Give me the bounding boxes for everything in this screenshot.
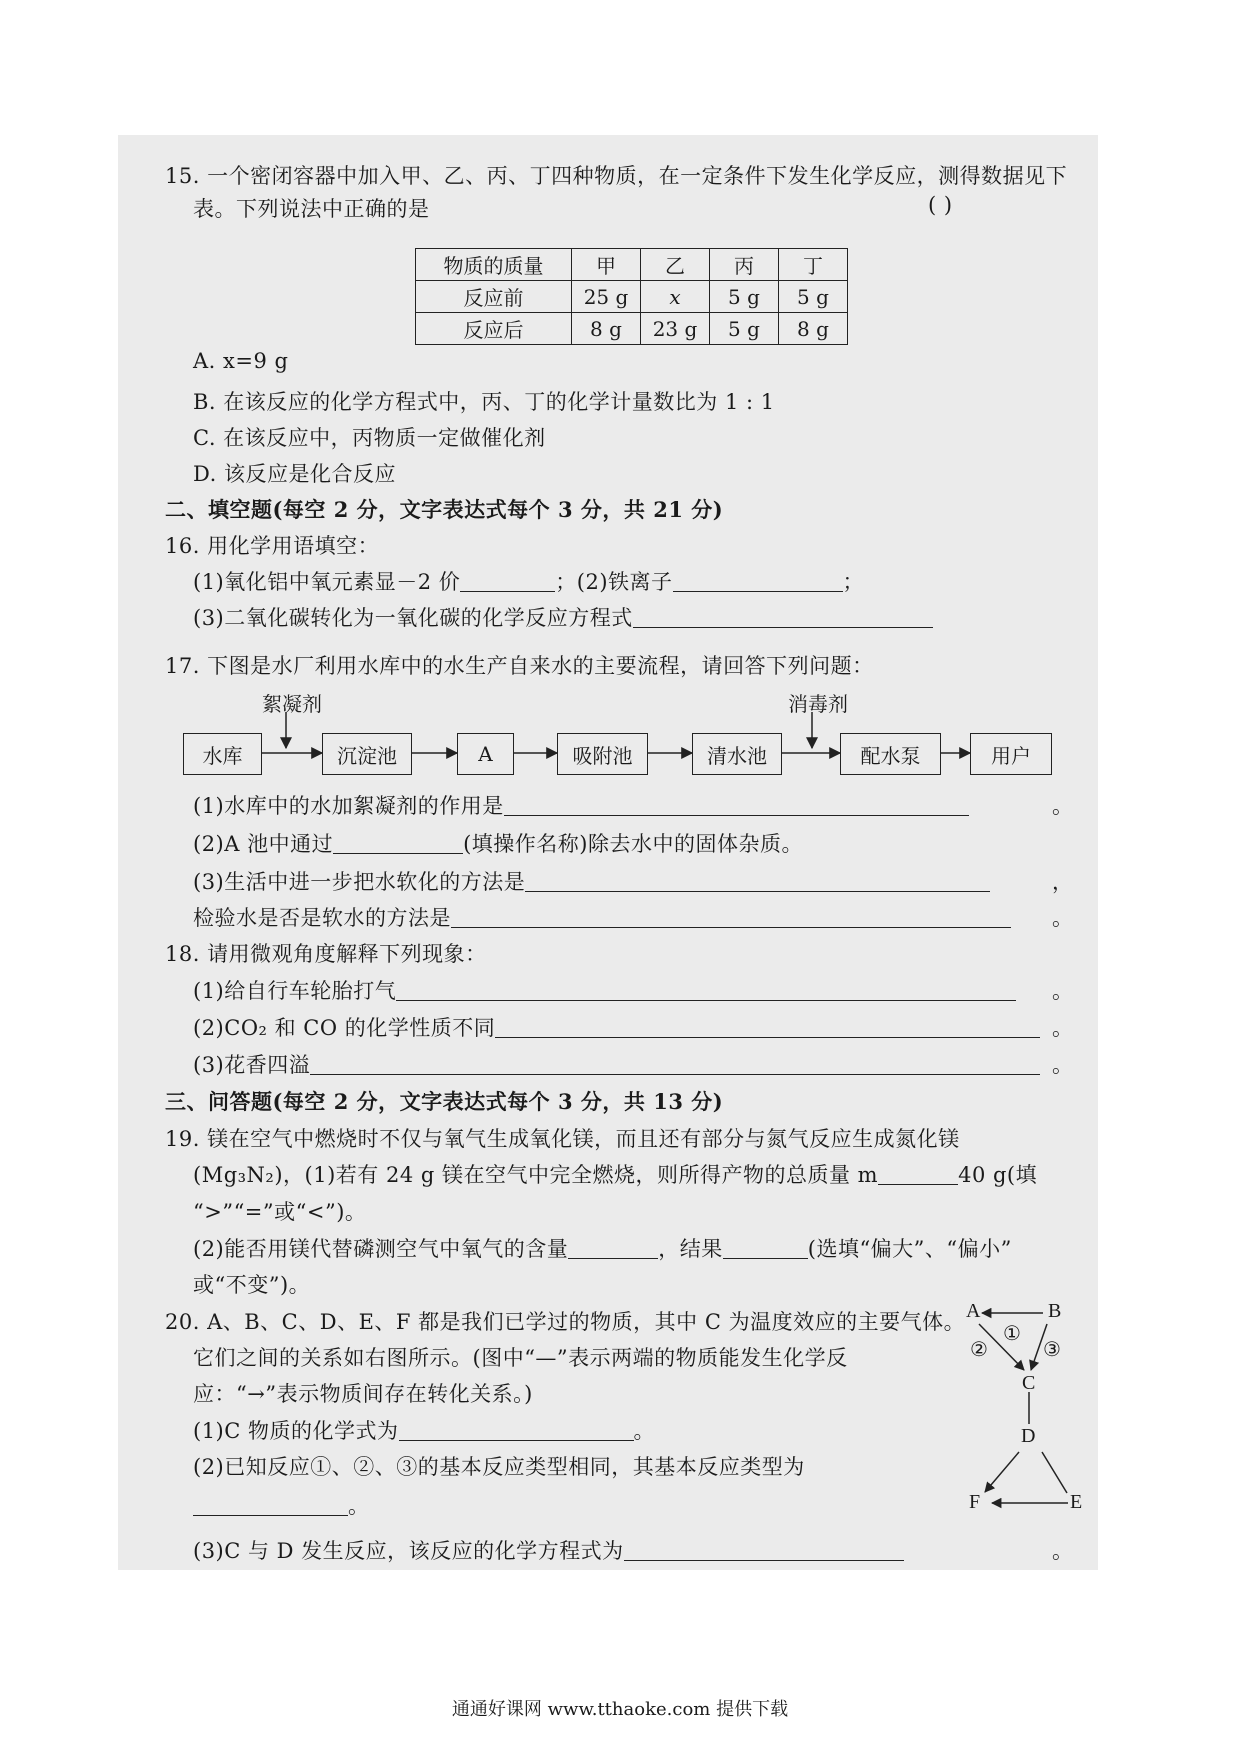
- table-cell: 5 g: [710, 281, 779, 313]
- q17-part1-text: (1)水库中的水加絮凝剂的作用是: [193, 794, 504, 818]
- q19-line2-text: (Mg₃N₂)，(1)若有 24 g 镁在空气中完全燃烧，则所得产物的总质量 m: [193, 1163, 879, 1187]
- flocculant-label: 絮凝剂: [262, 694, 322, 716]
- q15-option-b: B. 在该反应的化学方程式中，丙、丁的化学计量数比为 1 : 1: [193, 390, 775, 414]
- node-e: E: [1070, 1491, 1083, 1513]
- table-cell: 5 g: [779, 281, 848, 313]
- table-cell: 甲: [572, 249, 641, 281]
- node-f: F: [969, 1491, 981, 1513]
- q15-stem-line1: 15. 一个密闭容器中加入甲、乙、丙、丁四种物质，在一定条件下发生化学反应，测得数据见下: [165, 164, 1068, 188]
- node-d: D: [1021, 1425, 1036, 1447]
- q20-part1: (1)C 物质的化学式为 。: [193, 1419, 655, 1443]
- table-cell: 物质的质量: [416, 249, 572, 281]
- q15-answer-paren: ( ): [928, 193, 953, 217]
- table-cell: 25 g: [572, 281, 641, 313]
- q20-line3: 应：“→”表示物质间存在转化关系。): [193, 1382, 533, 1406]
- q20-part2-answer: 。: [193, 1490, 370, 1520]
- q15-stem-line2: 表。下列说法中正确的是: [193, 197, 430, 221]
- mark-3: ③: [1043, 1339, 1061, 1361]
- table-cell: x: [641, 281, 710, 313]
- footer-source: 通通好课网 www.tthaoke.com 提供下载: [451, 1699, 789, 1720]
- table-cell: 8 g: [572, 313, 641, 345]
- table-cell: 反应后: [416, 313, 572, 345]
- mark-2: ②: [970, 1339, 988, 1361]
- node-a: A: [966, 1300, 981, 1322]
- q19-line4-tail: (选填“偏大”、“偏小”: [807, 1237, 1012, 1261]
- table-cell: 8 g: [779, 313, 848, 345]
- q17-part2-tail: (填操作名称)除去水中的固体杂质。: [463, 832, 803, 856]
- q20-part2: (2)已知反应①、②、③的基本反应类型相同，其基本反应类型为: [193, 1455, 805, 1479]
- q19-line5: 或“不变”)。: [193, 1273, 311, 1297]
- node-c: C: [1022, 1372, 1036, 1394]
- table-cell: 丁: [779, 249, 848, 281]
- q16-part3-text: (3)二氧化碳转化为一氧化碳的化学反应方程式: [193, 606, 633, 630]
- q15-option-a: A. x=9 g: [193, 349, 289, 373]
- flow-box-reservoir: 水库: [183, 733, 262, 775]
- flow-box-clear-water: 清水池: [692, 733, 782, 775]
- table-cell: 23 g: [641, 313, 710, 345]
- q18-part1-text: (1)给自行车轮胎打气: [193, 979, 397, 1003]
- table-cell: 丙: [710, 249, 779, 281]
- q17-part4-text: 检验水是否是软水的方法是: [193, 906, 451, 930]
- q17-part3-text: (3)生活中进一步把水软化的方法是: [193, 870, 526, 894]
- q20-line1: 20. A、B、C、D、E、F 都是我们已学过的物质，其中 C 为温度效应的主要气体。: [165, 1310, 966, 1334]
- q19-line4-mid: ，结果: [658, 1237, 723, 1261]
- table-cell: 乙: [641, 249, 710, 281]
- table-cell: 反应前: [416, 281, 572, 313]
- q19-line3: “>”“=”或“<”)。: [193, 1200, 367, 1224]
- q17-stem: 17. 下图是水厂利用水库中的水生产自来水的主要流程，请回答下列问题：: [165, 654, 874, 678]
- q18-stem: 18. 请用微观角度解释下列现象：: [165, 942, 487, 966]
- q19-line1: 19. 镁在空气中燃烧时不仅与氧气生成氧化镁，而且还有部分与氮气反应生成氮化镁: [165, 1127, 960, 1151]
- q15-option-c: C. 在该反应中，丙物质一定做催化剂: [193, 426, 546, 450]
- q16-part2-text: ；(2)铁离子: [555, 570, 673, 594]
- disinfectant-label: 消毒剂: [788, 694, 848, 716]
- section-heading-qa: 三、问答题(每空 2 分，文字表达式每个 3 分，共 13 分): [165, 1089, 724, 1114]
- q18-part3-text: (3)花香四溢: [193, 1053, 311, 1077]
- flow-box-user: 用户: [970, 733, 1052, 775]
- flow-box-a: A: [457, 733, 514, 775]
- section-heading-fill-in: 二、填空题(每空 2 分，文字表达式每个 3 分，共 21 分): [165, 497, 724, 522]
- q19-line4-text: (2)能否用镁代替磷测空气中氧气的含量: [193, 1237, 569, 1261]
- q16-part1-text: (1)氧化铝中氧元素显－2 价: [193, 570, 461, 594]
- table-cell: 5 g: [710, 313, 779, 345]
- q19-line2-tail: 40 g(填: [958, 1163, 1038, 1187]
- q20-part1-text: (1)C 物质的化学式为: [193, 1419, 399, 1443]
- q16-part2-end: ；: [842, 570, 865, 594]
- node-b: B: [1048, 1300, 1062, 1322]
- flow-box-sedimentation: 沉淀池: [322, 733, 412, 775]
- flow-box-adsorption: 吸附池: [557, 733, 648, 775]
- q15-option-d: D. 该反应是化合反应: [193, 462, 396, 486]
- q18-part2-text: (2)CO₂ 和 CO 的化学性质不同: [193, 1016, 496, 1040]
- mark-1: ①: [1003, 1323, 1021, 1345]
- q20-part3-text: (3)C 与 D 发生反应，该反应的化学方程式为: [193, 1539, 624, 1563]
- q20-line2: 它们之间的关系如右图所示。(图中“—”表示两端的物质能发生化学反: [193, 1346, 848, 1370]
- flow-box-pump: 配水泵: [840, 733, 941, 775]
- q16-stem: 16. 用化学用语填空：: [165, 534, 380, 558]
- q17-part2-text: (2)A 池中通过: [193, 832, 334, 856]
